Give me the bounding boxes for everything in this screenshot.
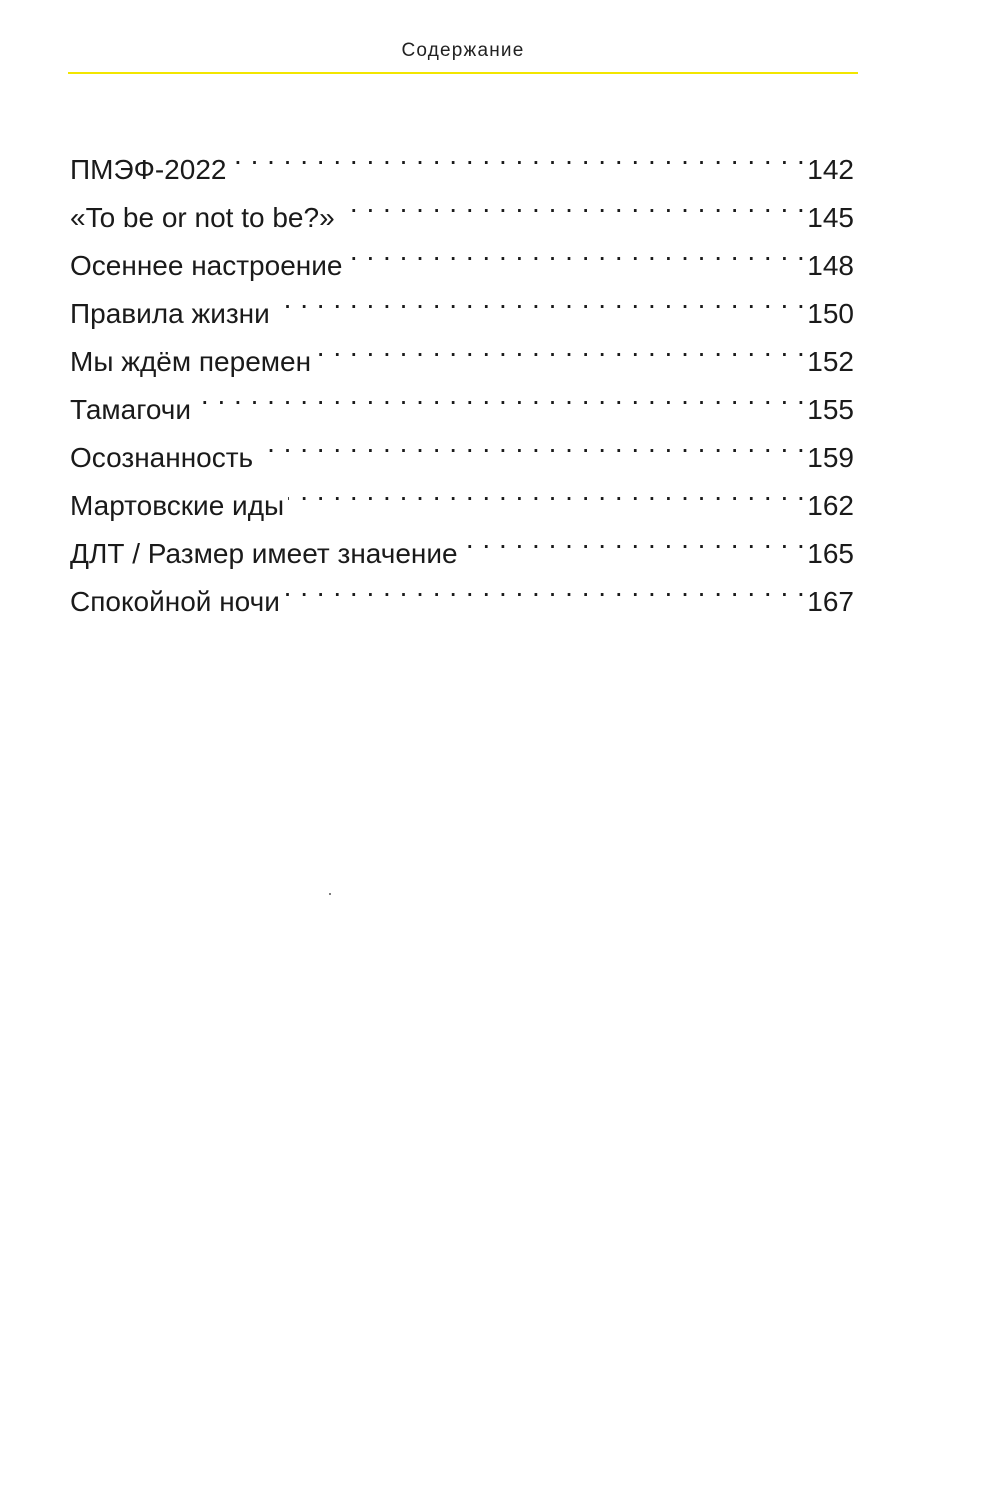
print-speck [329,893,331,895]
toc-entry-page: 165 [807,538,854,569]
dot-leader [288,467,805,515]
dot-leader [315,323,805,371]
toc-entry [70,131,854,185]
toc-entry-page: 150 [807,298,854,329]
toc-entry-title: Правила жизни [70,298,270,329]
toc-entry-title: Осознанность [70,442,254,473]
toc-entry-page: 167 [807,586,854,617]
dot-leader [346,227,805,275]
toc-entry-page: 155 [807,394,854,425]
dot-leader [462,515,806,563]
toc-entry-title: Мы ждём перемен [70,346,312,377]
dot-leader [230,131,805,179]
dot-leader [284,563,805,611]
dot-leader [339,179,806,227]
toc-entry-title: Спокойной ночи [70,586,280,617]
toc-entry-page: 152 [807,346,854,377]
toc-entry-title: «To be or not to be?» [70,202,335,233]
toc-entry-page: 159 [807,442,854,473]
toc-entry-title: ДЛТ / Размер имеет значение [70,538,458,569]
toc-entry-title: Тамагочи [70,394,192,425]
toc-entry-title: Мартовские иды [70,490,285,521]
dot-leader [257,419,805,467]
toc-entry-page: 145 [807,202,854,233]
table-of-contents [70,131,854,617]
toc-entry-title: Осеннее настроение [70,250,343,281]
toc-entry-page: 162 [807,490,854,521]
dot-leader [195,371,805,419]
toc-entry-page: 142 [807,154,854,185]
header-rule [68,72,858,74]
page-header: Содержание [401,40,525,61]
dot-leader [274,275,805,323]
toc-entry-page: 148 [807,250,854,281]
toc-entry-title: ПМЭФ-2022 [70,154,227,185]
